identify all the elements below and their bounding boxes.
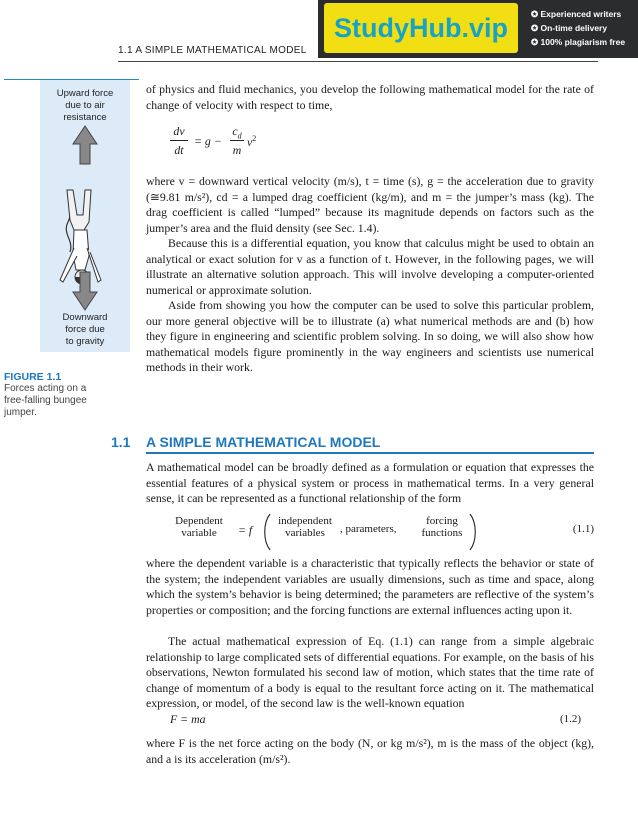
eq1-forc-line: functions	[421, 527, 463, 539]
banner-bullet-delivery: ✪ On-time delivery	[531, 23, 608, 33]
eq1-forc-line: forcing	[426, 515, 458, 527]
eq1-number: (1.1)	[572, 523, 594, 535]
intro-paragraph-2: where v = downward vertical velocity (m/s), t = time (s), g = the acceleration due to gravity (≅9.81 m/s²), cd = a lumped drag coefficient (kg/m), and m = the jumper’s mass (kg). The drag coefficient is called “lumped” because its magnitude depends on factors such as the jumper’s area and the fluid density (see Sec. 1.4).	[146, 174, 594, 235]
running-header: 1.1 A SIMPLE MATHEMATICAL MODEL	[118, 45, 307, 56]
eq1-f: = f	[238, 523, 253, 537]
eq1-forcing	[414, 515, 470, 539]
eq-lhs-den: dt	[174, 143, 184, 157]
figure-caption-line: Forces acting on a	[4, 383, 87, 394]
jumper-torso	[73, 230, 89, 270]
eq1-right-paren	[468, 513, 478, 551]
eq-tail	[247, 134, 256, 150]
eq1-parameters: , parameters,	[340, 523, 397, 535]
down-label-line: to gravity	[65, 336, 105, 347]
intro-paragraph-4: Aside from showing you how the computer can be used to solve this particular problem, our more general objective will be to illustrate (a) what numerical methods are and (b) how they figure in engineering and scientific problem solving. In so doing, we will also show how mathematical models figure prominently in the way engineers and scientists use numerical methods in their work.	[146, 298, 594, 374]
eq-tail-v: v	[247, 134, 253, 149]
figure-caption-line: free-falling bungee	[4, 395, 87, 406]
downward-force-label	[44, 312, 126, 348]
up-label-line: resistance	[63, 112, 107, 123]
eq-tail-sup: 2	[252, 134, 257, 143]
eq1-dependent	[164, 515, 234, 539]
eq2-number: (1.2)	[560, 713, 582, 725]
eq1-ind-line: independent	[278, 515, 332, 527]
section-paragraph-2: where the dependent variable is a characteristic that typically reflects the behavior or state of the system; the independent variables are usually dimensions, such as time and space, along which the system’s behavior is being determined; the parameters are reflective of the system’s properties or composition; and the forcing functions are external influences acting upon it.	[146, 556, 594, 617]
section-paragraph-4: where F is the net force acting on the body (N, or kg m/s²), m is the mass of the object (kg), and a is its acceleration (m/s²).	[146, 736, 594, 766]
banner-bullet-plagiarism: ✪ 100% plagiarism free	[531, 37, 626, 47]
up-label-line: Upward force	[56, 88, 114, 99]
upward-arrow	[73, 126, 97, 164]
eq-rhs-den: m	[232, 143, 242, 157]
eq-rhs-c: c	[232, 124, 238, 138]
functional-equation	[164, 515, 594, 549]
eq1-independent	[270, 515, 340, 539]
eq-lhs-num: dv	[173, 124, 185, 138]
section-title: A SIMPLE MATHEMATICAL MODEL	[146, 434, 381, 450]
eq1-ind-line: variables	[285, 527, 325, 539]
intro-paragraph-3: Because this is a differential equation, you know that calculus might be used to obtain an analytical or exact solution for v as a function of t. However, in the following pages, we will illustrate an alternative solution approach. This will involve developing a computer-oriented numerical or approximate solution.	[146, 236, 594, 297]
eq-mid: = g −	[194, 134, 222, 148]
eq-rhs-sub: d	[237, 131, 242, 141]
section-number: 1.1	[111, 434, 131, 450]
figure-caption-title: FIGURE 1.1	[4, 371, 62, 383]
eq-rhs-bar	[230, 140, 244, 141]
drag-equation	[170, 124, 300, 164]
newton-equation: F = ma	[170, 712, 206, 726]
section-rule	[146, 452, 594, 454]
jumper-legs	[67, 190, 91, 230]
studyhub-logo[interactable]: StudyHub.vip	[324, 3, 518, 53]
figure-caption-line: jumper.	[4, 407, 37, 418]
banner-bullet-writers: ✪ Experienced writers	[531, 9, 622, 19]
section-paragraph-1: A mathematical model can be broadly defined as a formulation or equation that expresses the essential features of a physical system or process in mathematical terms. In a very general sense, it can be represented as a functional relationship of the form	[146, 460, 594, 505]
eq1-dep-line: variable	[181, 527, 217, 539]
down-label-line: Downward	[62, 312, 108, 323]
eq-lhs-bar	[170, 140, 188, 141]
figure-caption	[4, 371, 139, 419]
section-paragraph-3: The actual mathematical expression of Eq. (1.1) can range from a simple algebraic relationship to large complicated sets of differential equations. For example, on the basis of his observations, Newton formulated his second law of motion, which states that the time rate of change of momentum of a body is equal to the resultant force acting on it. The mathematical expression, or model, of the second law is the well-known equation	[146, 634, 594, 710]
eq-rhs-num	[230, 124, 244, 140]
eq1-dep-line: Dependent	[175, 515, 223, 527]
intro-paragraph-1: of physics and fluid mechanics, you develop the following mathematical model for the rate of change of velocity with respect to time,	[146, 82, 594, 112]
up-label-line: due to air	[65, 100, 105, 111]
header-rule	[118, 61, 598, 62]
down-label-line: force due	[65, 324, 105, 335]
